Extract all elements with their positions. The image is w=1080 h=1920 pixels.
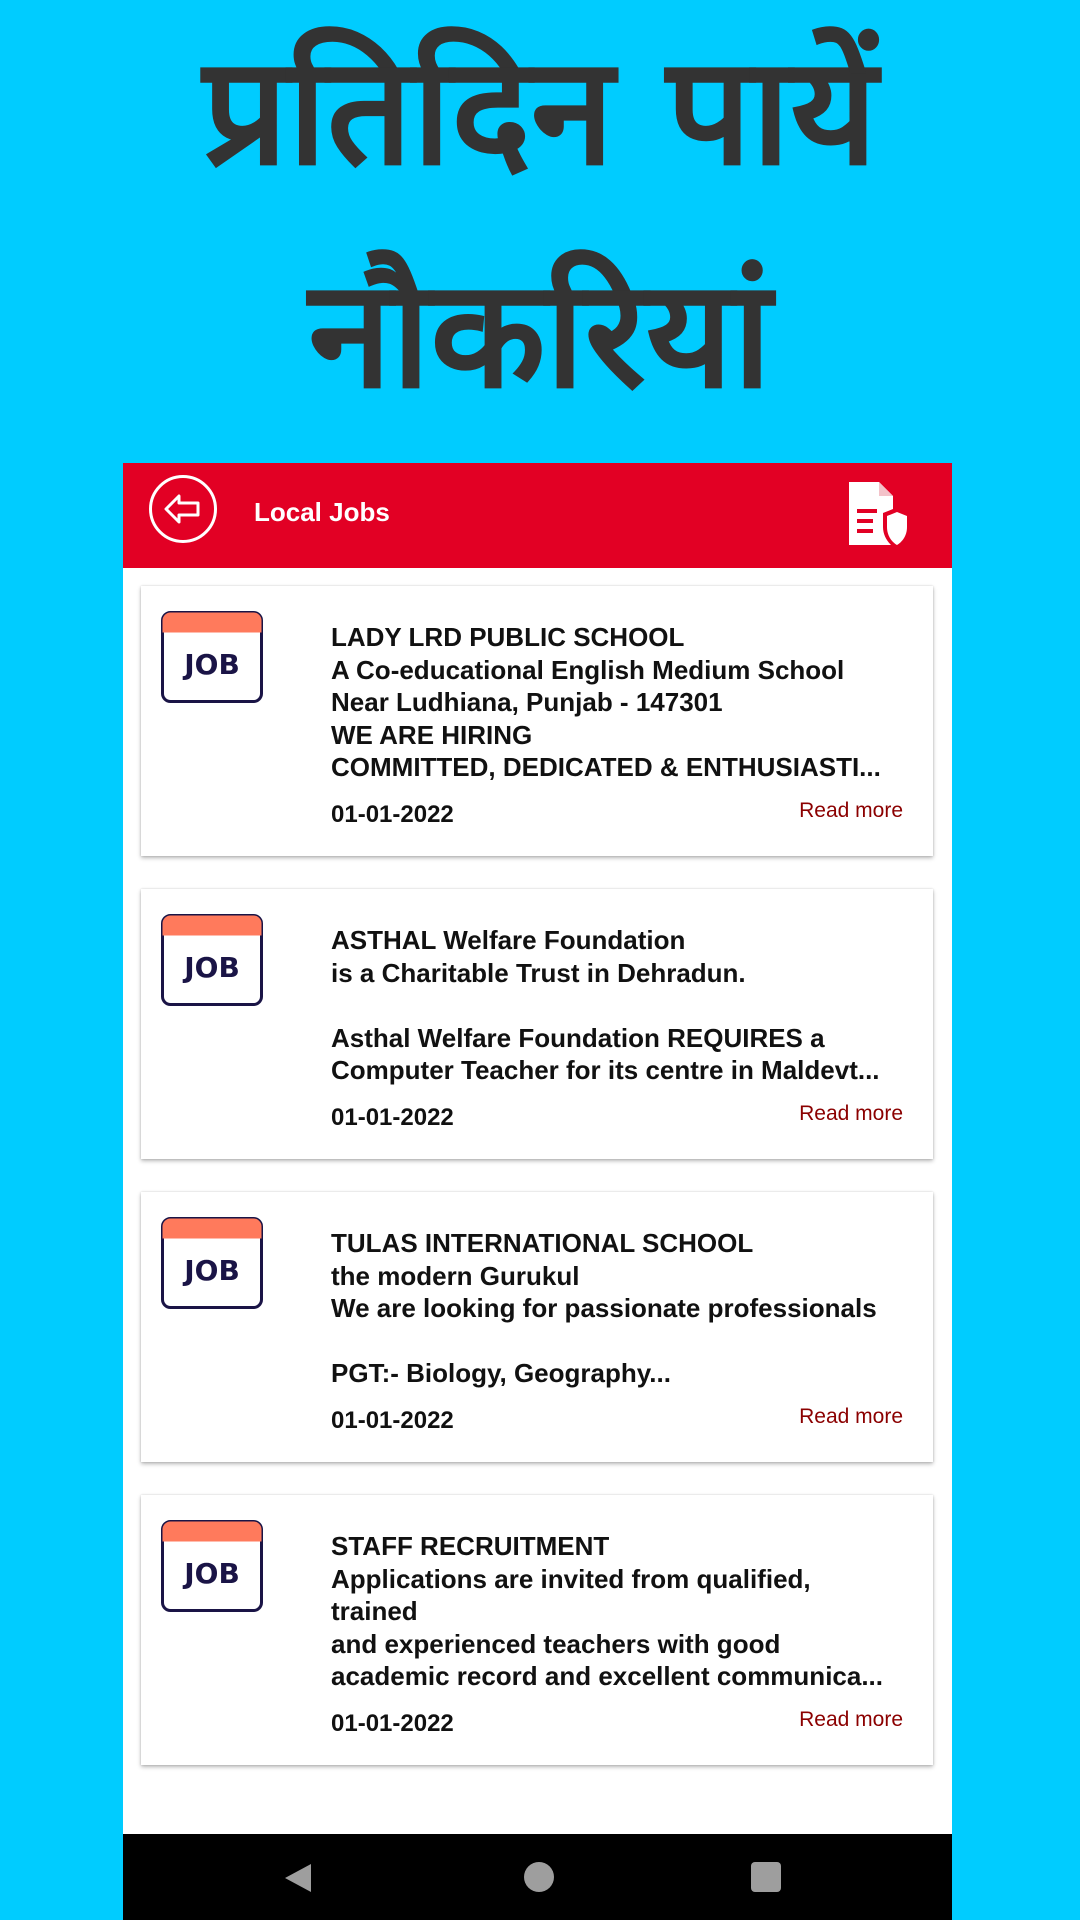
job-card[interactable] bbox=[141, 1495, 933, 1765]
job-description-line: Asthal Welfare Foundation REQUIRES a bbox=[331, 1022, 825, 1053]
job-icon bbox=[161, 611, 263, 703]
read-more-link[interactable]: Read more bbox=[799, 799, 903, 822]
job-description-line: PGT:- Biology, Geography... bbox=[331, 1358, 671, 1388]
job-description-line: STAFF RECRUITMENT bbox=[331, 1531, 610, 1561]
nav-back-icon[interactable] bbox=[283, 1862, 313, 1894]
job-list[interactable] bbox=[123, 568, 952, 1833]
job-description-line: trained bbox=[331, 1596, 418, 1626]
job-icon-label: JOB bbox=[184, 648, 240, 681]
back-arrow-circle-icon[interactable] bbox=[149, 475, 217, 543]
job-description-line: We are looking for passionate professionals bbox=[331, 1293, 877, 1323]
nav-recents-icon[interactable] bbox=[751, 1862, 781, 1892]
job-icon-label: JOB bbox=[184, 1557, 240, 1590]
system-nav-bar bbox=[123, 1834, 952, 1920]
job-icon bbox=[161, 914, 263, 1006]
job-description bbox=[331, 1530, 911, 1690]
job-icon-label: JOB bbox=[184, 951, 240, 984]
job-description bbox=[331, 621, 911, 781]
read-more-link[interactable]: Read more bbox=[799, 1405, 903, 1428]
job-icon-label: JOB bbox=[184, 1254, 240, 1287]
read-more-link[interactable]: Read more bbox=[799, 1708, 903, 1731]
job-description-line: Near Ludhiana, Punjab - 147301 bbox=[331, 687, 723, 717]
job-card[interactable] bbox=[141, 1192, 933, 1462]
job-description-line: is a Charitable Trust in Dehradun. bbox=[331, 957, 746, 988]
job-date: 01-01-2022 bbox=[331, 1407, 454, 1434]
job-date: 01-01-2022 bbox=[331, 1104, 454, 1131]
app-screen bbox=[123, 463, 952, 1920]
job-description-line: academic record and excellent communica... bbox=[331, 1661, 884, 1691]
banner-line-2: नौकरियां bbox=[308, 248, 772, 422]
job-description-line bbox=[331, 1325, 911, 1358]
document-shield-icon[interactable] bbox=[843, 479, 909, 549]
job-description bbox=[331, 1227, 911, 1387]
job-description-line: LADY LRD PUBLIC SCHOOL bbox=[331, 622, 685, 652]
job-description-line: Applications are invited from qualified, bbox=[331, 1563, 811, 1594]
job-description-line bbox=[331, 989, 911, 1022]
job-card[interactable] bbox=[141, 586, 933, 856]
job-description-line: WE ARE HIRING bbox=[331, 719, 533, 750]
job-icon bbox=[161, 1520, 263, 1612]
job-date: 01-01-2022 bbox=[331, 1710, 454, 1737]
page-title: Local Jobs bbox=[254, 497, 390, 527]
job-description-line: the modern Gurukul bbox=[331, 1260, 580, 1291]
job-description-line: and experienced teachers with good bbox=[331, 1628, 781, 1659]
job-date: 01-01-2022 bbox=[331, 801, 454, 828]
job-description-line: ASTHAL Welfare Foundation bbox=[331, 925, 686, 955]
job-description-line: A Co-educational English Medium School bbox=[331, 654, 845, 685]
job-description-line: TULAS INTERNATIONAL SCHOOL bbox=[331, 1228, 754, 1258]
app-bar bbox=[123, 463, 952, 568]
read-more-link[interactable]: Read more bbox=[799, 1102, 903, 1125]
job-description-line: COMMITTED, DEDICATED & ENTHUSIASTI... bbox=[331, 752, 881, 782]
job-description bbox=[331, 924, 911, 1084]
banner-line-1: प्रतिदिन पायें bbox=[202, 25, 878, 199]
job-card[interactable] bbox=[141, 889, 933, 1159]
job-icon bbox=[161, 1217, 263, 1309]
nav-home-icon[interactable] bbox=[524, 1862, 554, 1892]
job-description-line: Computer Teacher for its centre in Maldevt... bbox=[331, 1055, 880, 1085]
